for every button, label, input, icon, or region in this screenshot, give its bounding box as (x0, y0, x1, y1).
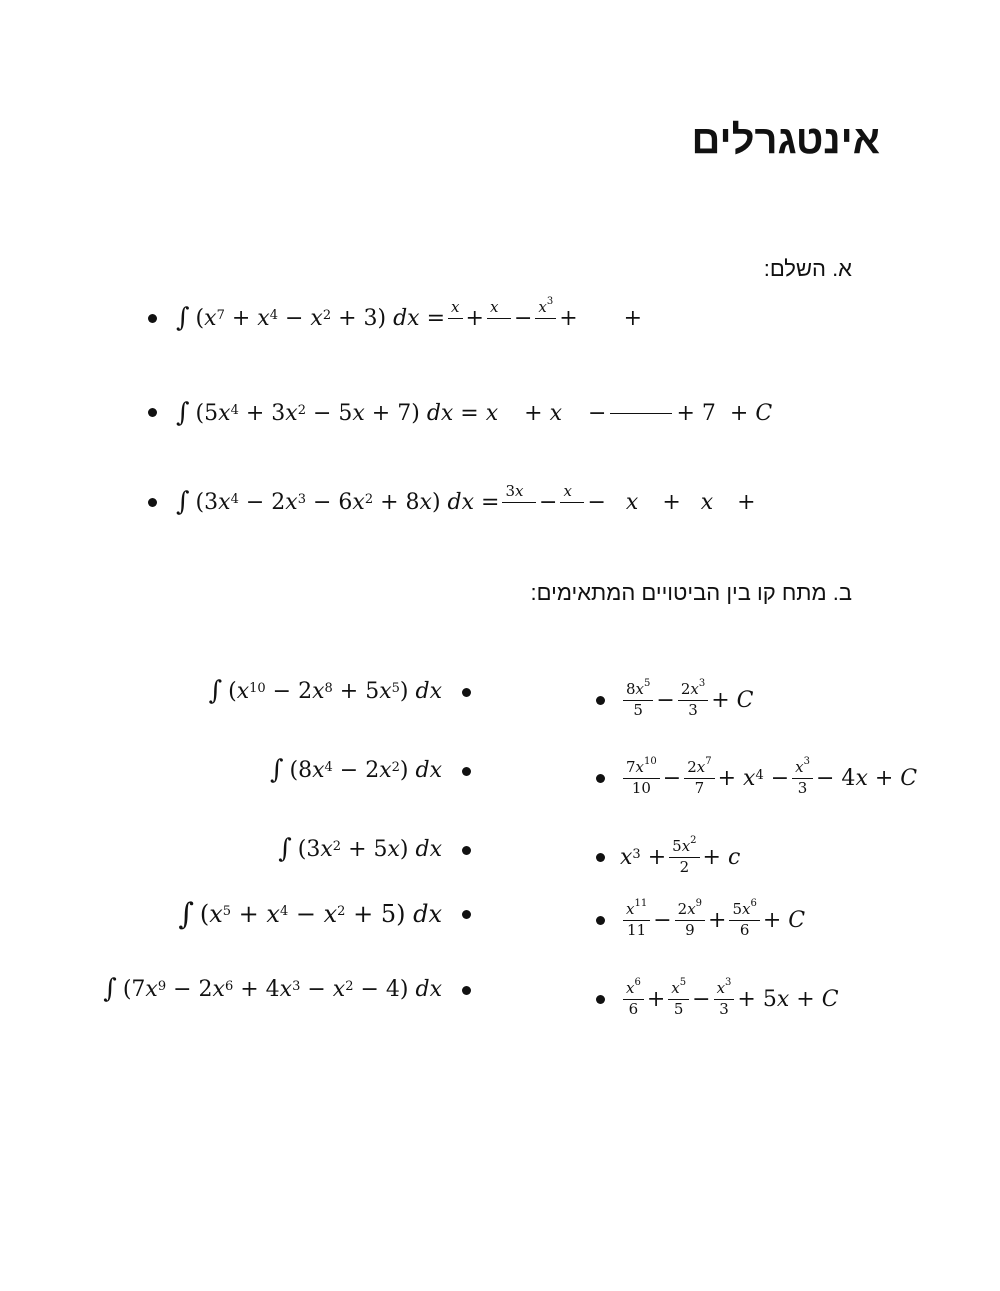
bullet (596, 916, 605, 925)
page-title: אינטגרלים (691, 118, 880, 162)
exercise-a3: ∫ (3 x $^4$ − 2 x $^3$ − 6 x $^2$ + 8 x ) dx = 3x − x − x + x + (176, 482, 756, 517)
bullet (596, 696, 605, 705)
left-integral-4[interactable]: ∫ ( x $^5$ + x $^4$ − x $^2$ + 5) dx (178, 896, 442, 932)
bullet (148, 314, 157, 323)
right-answer-2[interactable]: $\frac{7x^{10}}{10}$ − $\frac{2x^7}{7}$ + x $^4$ − $\frac{x^3}{3}$ − 4 x + C (620, 754, 917, 802)
bullet (596, 853, 605, 862)
left-integral-2[interactable]: ∫ (8 x $^4$ − 2 x $^2$ ) dx (269, 755, 442, 785)
bullet (462, 688, 471, 697)
bullet (462, 767, 471, 776)
right-answer-5[interactable]: $\frac{x^6}{6}$ + $\frac{x^5}{5}$ − $\frac{x^3}{3}$ + 5 x + C (620, 975, 839, 1023)
right-answer-1[interactable]: $\frac{8x^5}{5}$ − $\frac{2x^3}{3}$ + C (620, 676, 754, 724)
bullet (596, 774, 605, 783)
bullet (148, 408, 157, 417)
bullet (596, 995, 605, 1004)
bullet (462, 986, 471, 995)
right-answer-3[interactable]: x $^3$ + $\frac{5x^2}{2}$ + c (620, 835, 741, 876)
left-integral-1[interactable]: ∫ ( x $^{10}$ − 2 x $^8$ + 5 x $^5$ ) dx (208, 676, 442, 706)
section-a-heading: א. השלם: (763, 256, 852, 281)
section-b-heading: ב. מתח קו בין הביטויים המתאימים: (530, 580, 852, 605)
right-answer-4[interactable]: $\frac{x^{11}}{11}$ − $\frac{2x^9}{9}$ + $\frac{5x^6}{6}$ + C (620, 896, 805, 944)
exercise-a2: ∫ (5 x $^4$ + 3 x $^2$ − 5 x + 7) dx = x + x − + 7 + C (176, 398, 773, 428)
bullet (462, 910, 471, 919)
exercise-a1: ∫ ( x $^7$ + x $^4$ − x $^2$ + 3) dx = x + x − $x^3$ + + (176, 296, 643, 333)
left-integral-5[interactable]: ∫ (7 x $^9$ − 2 x $^6$ + 4 x $^3$ − x $^2$ − 4) dx (103, 974, 442, 1004)
bullet (462, 846, 471, 855)
bullet (148, 498, 157, 507)
left-integral-3[interactable]: ∫ (3 x $^2$ + 5 x ) dx (278, 834, 442, 864)
